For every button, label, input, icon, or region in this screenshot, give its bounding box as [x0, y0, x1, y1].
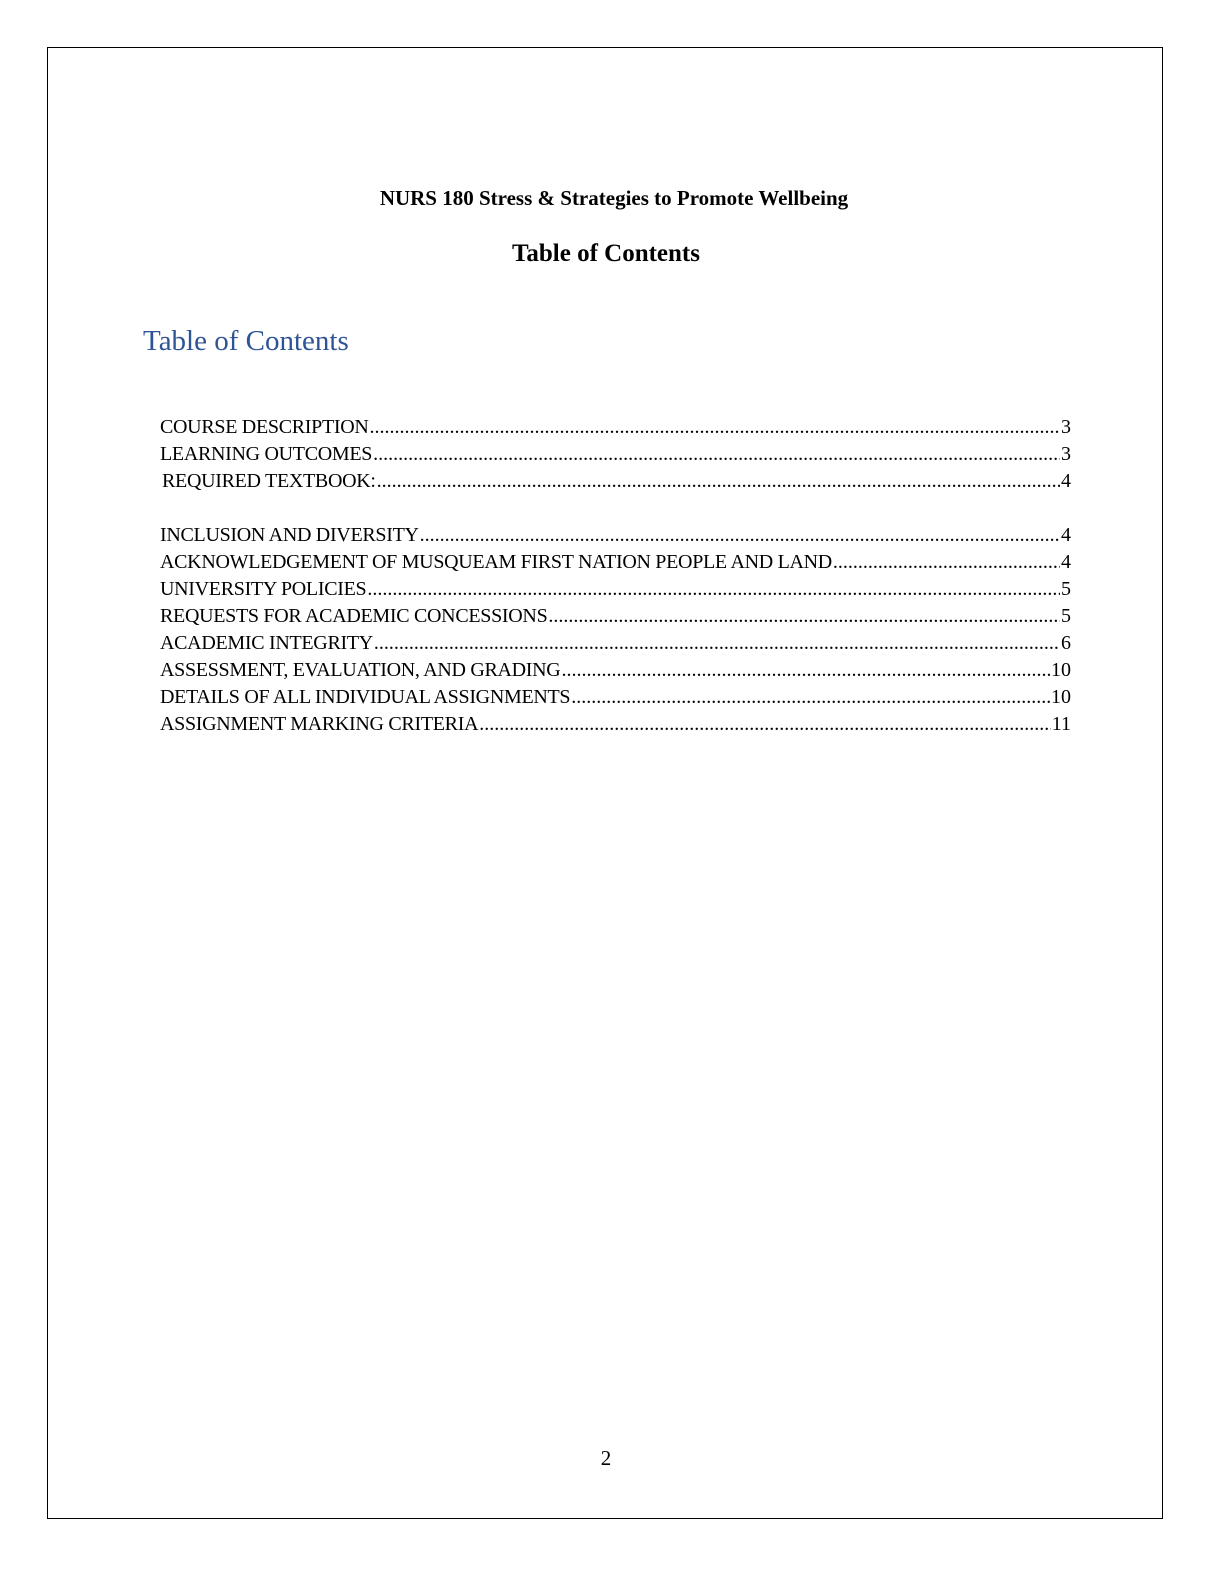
- toc-list: [160, 414, 1071, 738]
- toc-entry-page: 4: [1061, 470, 1071, 492]
- toc-entry-title: REQUIRED TEXTBOOK:: [162, 470, 376, 492]
- toc-entry-page: 3: [1061, 416, 1071, 438]
- toc-entry-title: LEARNING OUTCOMES: [160, 443, 373, 465]
- toc-entry-title: ASSESSMENT, EVALUATION, AND GRADING: [160, 659, 561, 681]
- toc-spacer: [160, 495, 1071, 522]
- toc-dot-leader: [420, 522, 1060, 549]
- course-title: NURS 180 Stress & Strategies to Promote Wellbeing: [379, 186, 849, 210]
- toc-entry-title: COURSE DESCRIPTION: [160, 416, 369, 438]
- toc-dot-leader: [370, 414, 1060, 441]
- toc-entry-title: ACADEMIC INTEGRITY: [160, 632, 373, 654]
- toc-dot-leader: [374, 630, 1060, 657]
- toc-entry-assessment-grading[interactable]: [160, 657, 1071, 684]
- toc-entry-title: UNIVERSITY POLICIES: [160, 578, 367, 600]
- toc-entry-page: 10: [1051, 659, 1071, 681]
- toc-entry-page: 11: [1051, 713, 1071, 735]
- toc-entry-page: 4: [1061, 551, 1071, 573]
- toc-entry-page: 4: [1061, 524, 1071, 546]
- toc-entry-title: ACKNOWLEDGEMENT OF MUSQUEAM FIRST NATION PEOPLE AND LAND: [160, 551, 832, 573]
- toc-entry-title: DETAILS OF ALL INDIVIDUAL ASSIGNMENTS: [160, 686, 571, 708]
- toc-dot-leader: [373, 441, 1060, 468]
- toc-heading: Table of Contents: [143, 325, 349, 357]
- toc-entry-acknowledgement[interactable]: [160, 549, 1071, 576]
- toc-entry-page: 10: [1051, 686, 1071, 708]
- document-heading: Table of Contents: [512, 240, 700, 267]
- toc-dot-leader: [377, 468, 1060, 495]
- toc-entry-learning-outcomes[interactable]: [160, 441, 1071, 468]
- toc-entry-page: 3: [1061, 443, 1071, 465]
- toc-entry-title: REQUESTS FOR ACADEMIC CONCESSIONS: [160, 605, 548, 627]
- toc-entry-page: 5: [1061, 605, 1071, 627]
- toc-entry-academic-integrity[interactable]: [160, 630, 1071, 657]
- toc-entry-individual-assignments[interactable]: [160, 684, 1071, 711]
- toc-dot-leader: [571, 684, 1050, 711]
- toc-dot-leader: [561, 657, 1050, 684]
- toc-entry-marking-criteria[interactable]: [160, 711, 1071, 738]
- toc-entry-academic-concessions[interactable]: [160, 603, 1071, 630]
- toc-dot-leader: [833, 549, 1060, 576]
- toc-dot-leader: [548, 603, 1060, 630]
- page-number: 2: [600, 1446, 612, 1470]
- toc-dot-leader: [367, 576, 1060, 603]
- toc-entry-page: 5: [1061, 578, 1071, 600]
- toc-entry-title: ASSIGNMENT MARKING CRITERIA: [160, 713, 479, 735]
- toc-entry-course-description[interactable]: [160, 414, 1071, 441]
- toc-dot-leader: [479, 711, 1051, 738]
- toc-entry-inclusion-and-diversity[interactable]: [160, 522, 1071, 549]
- toc-entry-required-textbook[interactable]: [160, 468, 1071, 495]
- toc-entry-university-policies[interactable]: [160, 576, 1071, 603]
- toc-entry-title: INCLUSION AND DIVERSITY: [160, 524, 419, 546]
- toc-entry-page: 6: [1061, 632, 1071, 654]
